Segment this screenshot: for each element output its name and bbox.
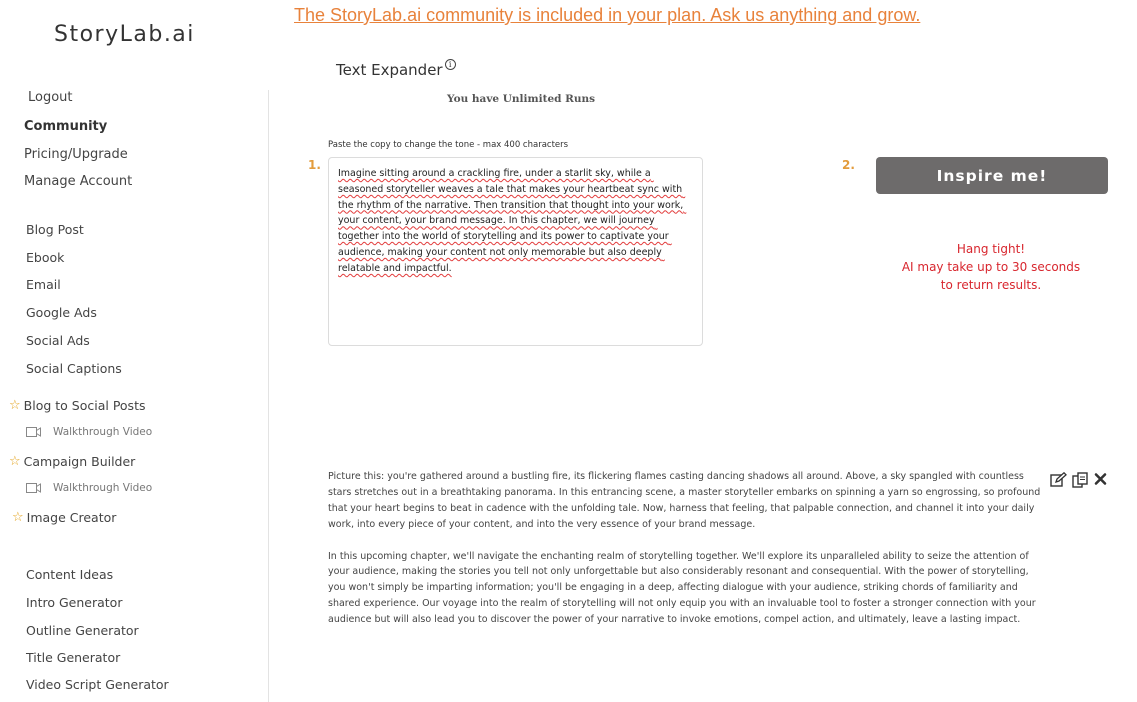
sidebar-item-content-ideas[interactable]: Content Ideas <box>26 567 114 582</box>
wait-notice-line: AI may take up to 30 seconds <box>901 260 1081 274</box>
copy-input[interactable] <box>328 157 703 346</box>
copy-icon[interactable] <box>1072 472 1088 488</box>
wait-notice-line: to return results. <box>940 278 1042 292</box>
sidebar-divider <box>268 90 269 702</box>
sidebar-item-title-generator[interactable]: Title Generator <box>26 650 121 665</box>
wait-notice <box>866 240 1116 294</box>
community-link[interactable]: Community <box>24 119 108 134</box>
runs-status: You have Unlimited Runs <box>447 93 596 105</box>
video-link-label: Walkthrough Video <box>53 482 153 494</box>
video-link-label: Walkthrough Video <box>53 426 153 438</box>
info-icon[interactable]: i <box>445 59 456 70</box>
sidebar-item-label: Campaign Builder <box>23 454 136 469</box>
manage-account-link[interactable]: Manage Account <box>24 174 133 189</box>
input-label: Paste the copy to change the tone - max 400 characters <box>328 140 569 150</box>
sidebar-item-ebook[interactable]: Ebook <box>26 250 65 265</box>
step-one-marker: 1. <box>308 158 321 172</box>
sidebar-item-social-ads[interactable]: Social Ads <box>26 333 90 348</box>
wait-notice-line: Hang tight! <box>956 242 1026 256</box>
sidebar-item-intro-generator[interactable]: Intro Generator <box>26 595 123 610</box>
sidebar-item-outline-generator[interactable]: Outline Generator <box>26 623 139 638</box>
pricing-upgrade-link[interactable]: Pricing/Upgrade <box>24 147 128 162</box>
sidebar-item-image-creator[interactable] <box>12 510 116 525</box>
campaign-builder-walkthrough-video-link[interactable] <box>26 482 152 494</box>
community-banner-link[interactable]: The StoryLab.ai community is included in your plan. Ask us anything and grow. <box>294 5 921 25</box>
star-icon: ☆ <box>9 454 21 469</box>
blog-to-social-walkthrough-video-link[interactable] <box>26 426 152 438</box>
page-title <box>336 61 456 79</box>
logout-link[interactable]: Logout <box>28 90 73 105</box>
result-paragraph: Picture this: you're gathered around a bustling fire, its flickering flames casting dancing shadows all around. Above, a sky spangled with countless stars stretches out in a breathtaking panorama. In this entrancing scene, a master storyteller embarks on spinning a yarn so engrossing, so profound that your heart begins to beat in cadence with the unfolding tale. Now, harness that feeling, that palpable connection, and channel it into your daily work, into every piece of your content, and into the very essence of your brand message. <box>328 471 1041 530</box>
sidebar-item-blog-post[interactable]: Blog Post <box>26 222 84 237</box>
sidebar-item-campaign-builder[interactable] <box>9 454 135 469</box>
inspire-me-button[interactable]: Inspire me! <box>876 157 1108 194</box>
result-actions <box>1050 472 1110 488</box>
sidebar-item-label: Blog to Social Posts <box>23 398 146 413</box>
storylab-logo[interactable]: StoryLab.ai <box>54 22 195 47</box>
result-paragraph: In this upcoming chapter, we'll navigate the enchanting realm of storytelling together. We'll explore its unparalleled ability to seize the attention of your audience, making the stories you tell not only unforgettable but also considerably resonant and consequential. With the power of storytelling, you won't simply be imparting information; you'll be engaging in a deep, affecting dialogue with your audience, striking chords of familiarity and shared experience. Our voyage into the realm of storytelling will not only equip you with an invaluable tool to foster a stronger connection with your audience but will also lead you to discover the power of your narrative to invoke emotions, compel action, and ultimately, leave a lasting impact. <box>328 550 1036 626</box>
sidebar-item-email[interactable]: Email <box>26 277 61 292</box>
sidebar-item-blog-to-social-posts[interactable] <box>9 398 145 413</box>
edit-icon[interactable] <box>1050 472 1066 488</box>
result-output <box>328 469 1046 628</box>
sidebar-item-video-script-generator[interactable]: Video Script Generator <box>26 677 169 692</box>
close-icon[interactable] <box>1094 472 1110 488</box>
star-icon: ☆ <box>9 398 21 413</box>
sidebar-item-google-ads[interactable]: Google Ads <box>26 305 97 320</box>
page-title-text: Text Expander <box>336 61 443 79</box>
video-icon <box>26 427 41 437</box>
sidebar-item-label: Image Creator <box>26 510 117 525</box>
star-icon: ☆ <box>12 510 24 525</box>
step-two-marker: 2. <box>842 158 855 172</box>
video-icon <box>26 483 41 493</box>
sidebar-item-social-captions[interactable]: Social Captions <box>26 361 122 376</box>
